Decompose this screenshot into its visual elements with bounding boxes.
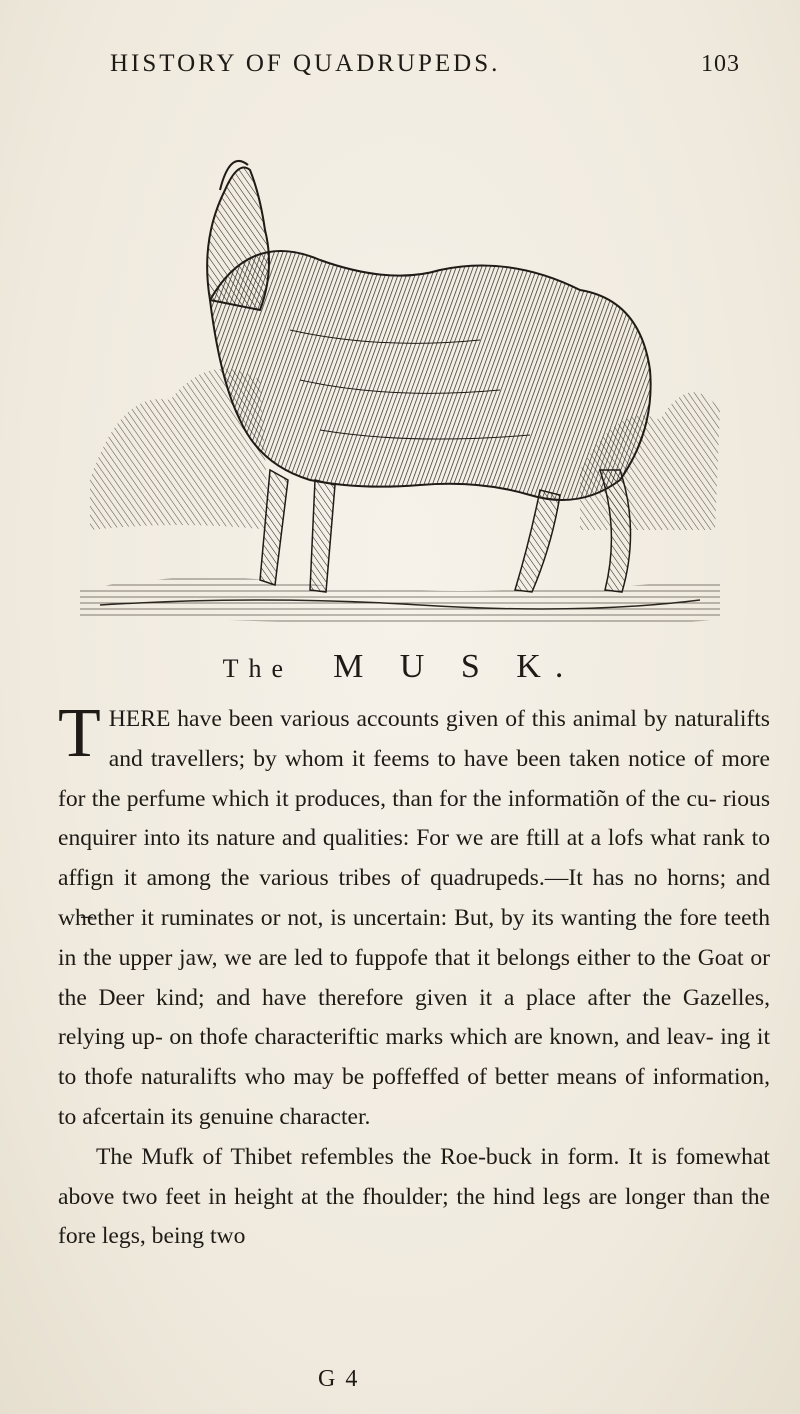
paragraph-1 — [58, 695, 770, 1138]
signature-mark: G 4 — [318, 1366, 360, 1392]
plate-caption — [0, 648, 800, 686]
running-head — [110, 50, 740, 78]
musk-engraving — [60, 150, 740, 650]
caption-title: M U S K. — [333, 648, 578, 685]
page-number: 103 — [701, 51, 740, 77]
musk-illustration — [60, 150, 740, 650]
paragraph-2: The Mufk of Thibet refembles the Roe-buck in form. It is fomewhat above two feet in height at the fhoulder; the hind legs are longer than the fore legs, being two — [58, 1143, 770, 1250]
body-text — [58, 695, 770, 1257]
paragraph-1-text: HERE have been various accounts given of this animal by naturalifts and travellers; by whom it feems to have been taken notice of more for the perfume which it produces, than for the informatiõn of the cu- rious enquirer into its nature and qualities: For we are ftill at a lofs what rank to affign it among the various tribes of quadrupeds.—It has no horns; and wh̶ether it ruminates or not, is uncertain: But, by its wanting the fore teeth in the upper jaw, we are led to fuppofe that it belongs either to the Goat or the Deer kind; and have therefore given it a place after the Gazelles, relying up- on thofe characteriftic marks which are known, and leav- ing it to thofe naturalifts who may be poffeffed of better means of information, to afcertain its genuine character. — [58, 706, 770, 1130]
drop-cap: T — [58, 695, 101, 772]
running-title: HISTORY OF QUADRUPEDS. — [110, 50, 501, 77]
caption-article: The — [222, 654, 294, 683]
